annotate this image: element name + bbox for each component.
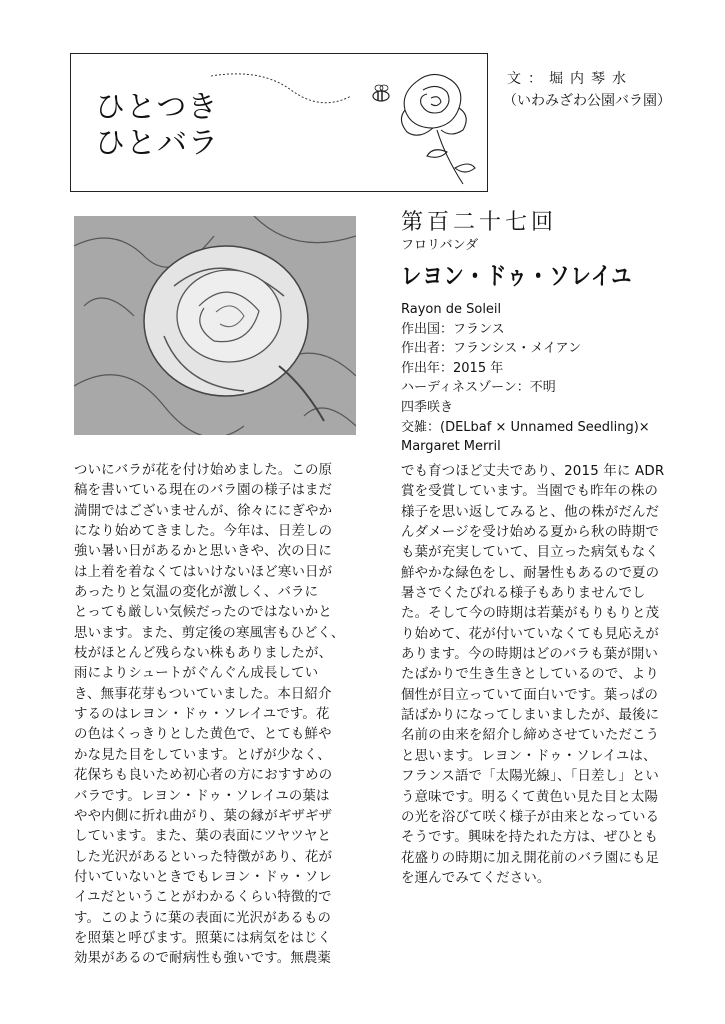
spec-bloom: 四季咲き [401,399,454,415]
body-line: あります。今の時期はどのバラも葉が開い [401,647,659,663]
body-line: を運んでみてください。 [401,870,551,886]
body-line: 思います。また、剪定後の寒風害もひどく、 [74,625,345,641]
article-body-right [401,462,691,889]
article-body-left [74,461,362,970]
rose-info [401,209,701,457]
body-line: 花盛りの時期に加え開花前のバラ園にも足 [401,850,660,866]
body-line: 様子を思い返してみると、他の株がだんだ [401,504,660,520]
body-line: 花保ちも良いため初心者の方におすすめの [74,768,333,784]
spec-hardiness-zone: ハーディネスゾーン：不明 [401,380,556,396]
rose-sketch-icon [401,74,475,184]
spec-year: 作出年：2015 年 [401,360,504,376]
body-line: り始めて、花が付いていなくても見応えが [401,626,659,642]
spec-english-name: Rayon de Soleil [401,302,502,317]
body-line: イユだということがわかるくらい特徴的で [74,890,332,906]
episode-number: 第百二十七回 [401,210,558,235]
rose-photo [74,216,356,435]
body-line: とっても厳しい気候だったのではないかと [74,605,332,621]
bee-icon [373,85,389,101]
rose-category: フロリバンダ [401,238,479,253]
body-line: した光沢があるといった特徴があり、花が [74,849,333,865]
body-line: バラです。レヨン・ドゥ・ソレイユの葉は [74,788,330,804]
body-line: するのはレヨン・ドゥ・ソレイユです。花 [74,707,330,723]
body-line: 雨によりシュートがぐんぐん成長してい [74,666,319,682]
body-line: かな見た目をしています。とげが少なく、 [74,747,331,763]
body-line: を照葉と呼びます。照葉には病気をはじく [74,930,332,946]
body-line: あったりと気温の変化が激しく、バラに [74,585,319,601]
body-line: やや内側に折れ曲がり、葉の縁がギザギザ [74,808,333,824]
body-line: 効果があるので耐病性も強いです。無農薬 [74,951,332,967]
body-line: 稿を書いている現在のバラ園の様子はまだ [74,483,333,499]
body-line: 個性が目立っていて面白いです。葉っぱの [401,687,659,703]
spec-parentage-cont: Margaret Merril [401,439,501,455]
body-line: き、無事花芽もついていました。本日紹介 [74,686,332,702]
rose-photo-image [74,216,356,435]
series-title-line2: ひとバラ [95,126,219,161]
body-line: の色はくっきりとした黄色で、とても鮮や [74,727,332,743]
body-line: たばかりで生き生きとしているので、より [401,667,659,683]
body-line: 強い暑い日があるかと思いきや、次の日に [74,544,332,560]
body-line: 鮮やかな緑色をし、耐暑性もあるので夏の [401,565,660,581]
rose-and-bee-illustration [201,60,485,188]
body-line: う意味です。明るくて黄色い見た目と太陽 [401,789,659,805]
body-line: 名前の由来を紹介し締めさせていただこう [401,728,660,744]
body-line: 話ばかりになってしまいましたが、最後に [401,708,660,724]
series-header-box [70,53,488,192]
spec-breeder: 作出者：フランシス・メイアン [401,341,582,357]
body-line: 付いていないときでもレヨン・ドゥ・ソレ [74,869,332,885]
body-line: の光を浴びて咲く様子が由来となっている [401,809,660,825]
byline [503,68,671,112]
body-line: 満開ではございませんが、徐々ににぎやか [74,503,333,519]
series-title-line1: ひとつき [95,90,219,125]
body-line: になり始めてきました。今年は、日差しの [74,524,333,540]
rose-name: レヨン・ドゥ・ソレイユ [401,262,633,290]
body-line: でも育つほど丈夫であり、2015 年に ADR [401,464,665,479]
body-line: そうです。興味を持たれた方は、ぜひとも [401,830,659,846]
body-line: た。そして今の時期は若葉がもりもりと茂 [401,606,660,622]
body-line: 暑さでくたびれる様子もありませんでし [401,586,646,602]
body-line: は上着を着なくてはいけないほど寒い日が [74,564,333,580]
body-line: も葉が充実していて、目立った病気もなく [401,545,659,561]
body-line: す。このように葉の表面に光沢があるもの [74,910,332,926]
body-line: ついにバラが花を付け始めました。この原 [74,463,333,478]
spec-parentage: 交雑：(DELbaf × Unnamed Seedling)× [401,419,650,435]
body-line: しています。また、葉の表面にツヤツヤと [74,829,332,845]
affiliation-line: （いわみざわ公園バラ園） [503,93,671,109]
rose-spec-list [401,300,701,457]
body-line: 賞を受賞しています。当園でも昨年の株の [401,484,659,500]
body-line: 枝がほとんど残らない株もありましたが、 [74,646,333,662]
body-line: フランス語で「太陽光線」、「日差し」とい [401,769,660,785]
spec-country: 作出国：フランス [401,321,505,337]
body-line: んダメージを受け始める夏から秋の時期で [401,525,659,541]
author-line: 文：堀内琴水 [507,71,633,87]
body-line: と思います。レヨン・ドゥ・ソレイユは、 [401,748,657,764]
